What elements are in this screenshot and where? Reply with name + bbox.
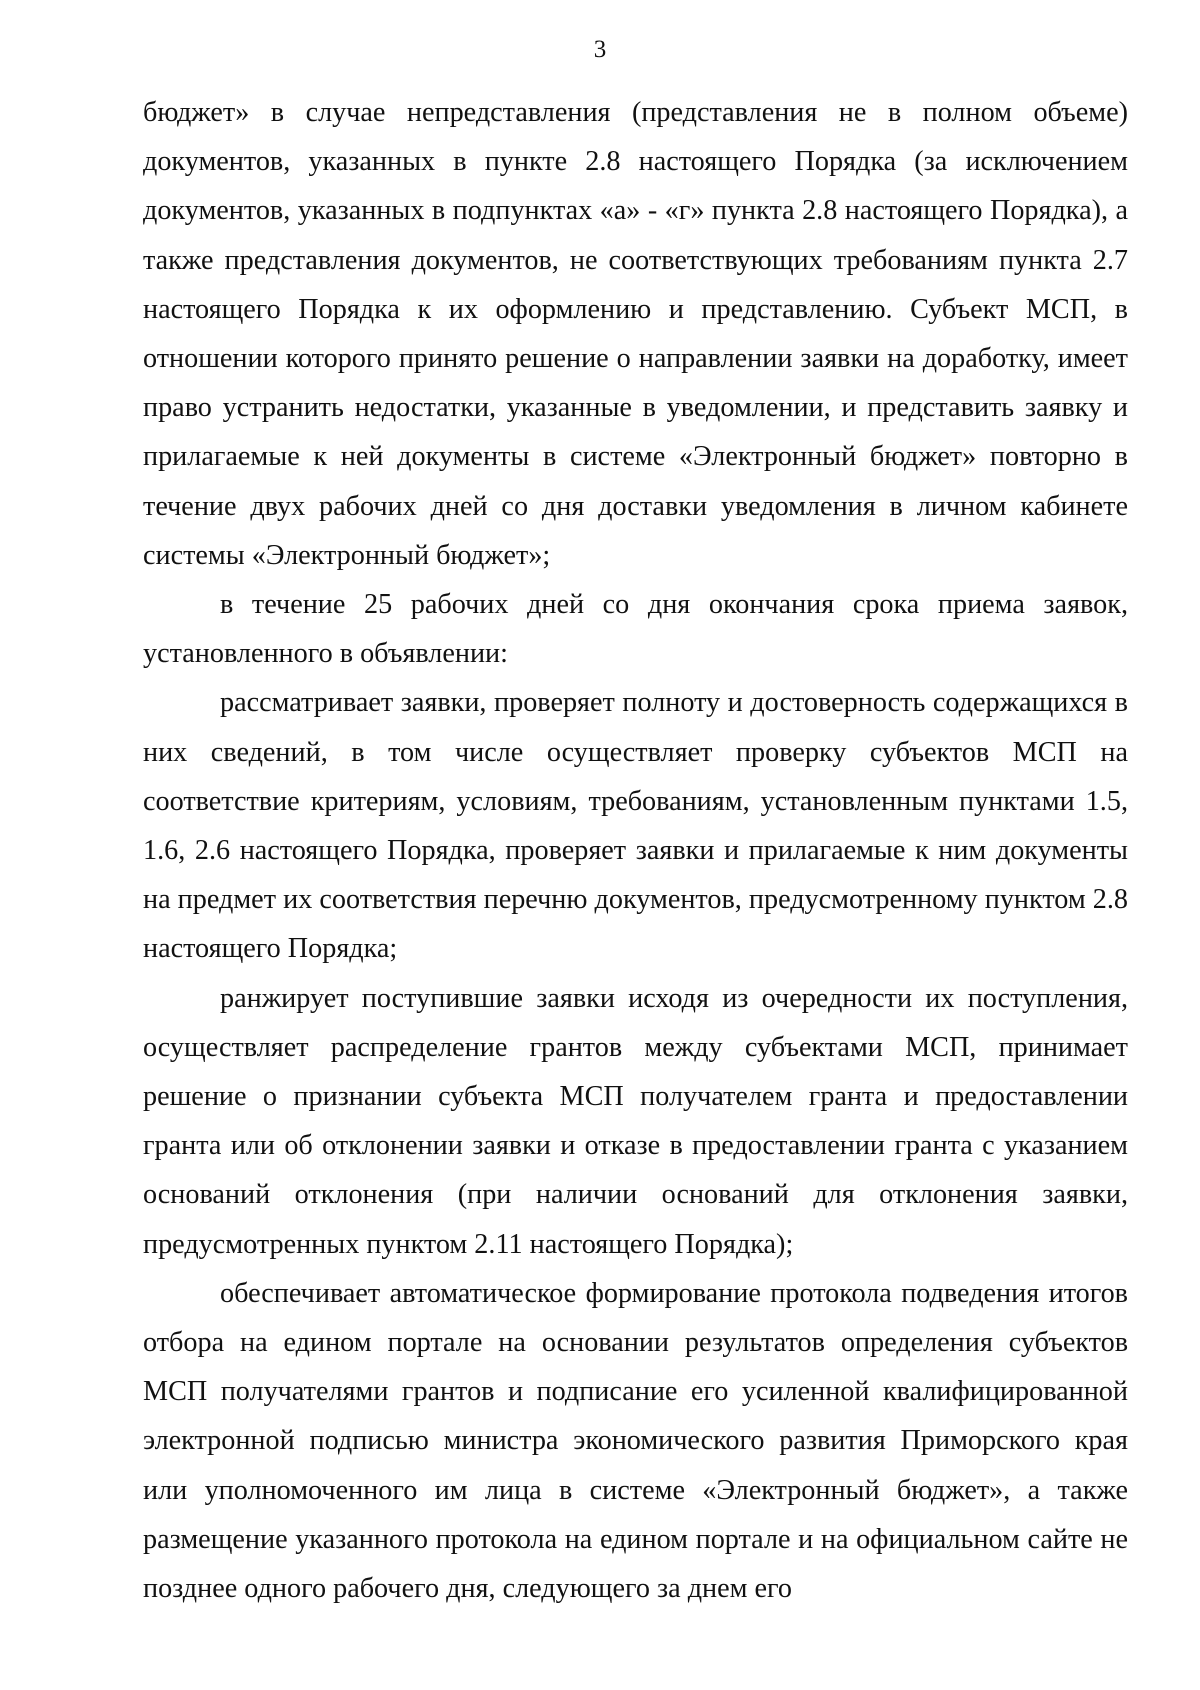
paragraph-protocol: обеспечивает автоматическое формирование протокола подведения итогов отбора на едином портале на основании результатов определения субъектов МСП получателями грантов и подписание его усиленной квалифицированной электронной подписью министра экономического развития Приморского края или уполномоченного им лица в системе «Электронный бюджет», а также размещение указанного протокола на едином портале и на официальном сайте не позднее одного рабочего дня, следующего за днем его: [143, 1277, 1128, 1605]
paragraph-continuation: бюджет» в случае непредставления (представления не в полном объеме) документов, указанных в пункте 2.8 настоящего Порядка (за исключением документов, указанных в подпунктах «а» - «г» пункта 2.8 настоящего Порядка), а также представления документов, не соответствующих требованиям пункта 2.7 настоящего Порядка к их оформлению и представлению. Субъект МСП, в отношении которого принято решение о направлении заявки на доработку, имеет право устранить недостатки, указанные в уведомлении, и представить заявку и прилагаемые к ней документы в системе «Электронный бюджет» повторно в течение двух рабочих дней со дня доставки уведомления в личном кабинете системы «Электронный бюджет»;: [143, 97, 1128, 571]
page-number: 3: [593, 36, 607, 63]
document-body: [143, 88, 1128, 1613]
paragraph-review-period: в течение 25 рабочих дней со дня окончания срока приема заявок, установленного в объявлении:: [143, 589, 1128, 670]
paragraph-review-applications: рассматривает заявки, проверяет полноту и достоверность содержащихся в них сведений, в том числе осуществляет проверку субъектов МСП на соответствие критериям, условиям, требованиям, установленным пунктами 1.5, 1.6, 2.6 настоящего Порядка, проверяет заявки и прилагаемые к ним документы на предмет их соответствия перечню документов, предусмотренному пунктом 2.8 настоящего Порядка;: [143, 687, 1128, 965]
paragraph-ranking: ранжирует поступившие заявки исходя из очередности их поступления, осуществляет распределение грантов между субъектами МСП, принимает решение о признании субъекта МСП получателем гранта и предоставлении гранта или об отклонении заявки и отказе в предоставлении гранта с указанием оснований отклонения (при наличии оснований для отклонения заявки, предусмотренных пунктом 2.11 настоящего Порядка);: [143, 982, 1128, 1260]
